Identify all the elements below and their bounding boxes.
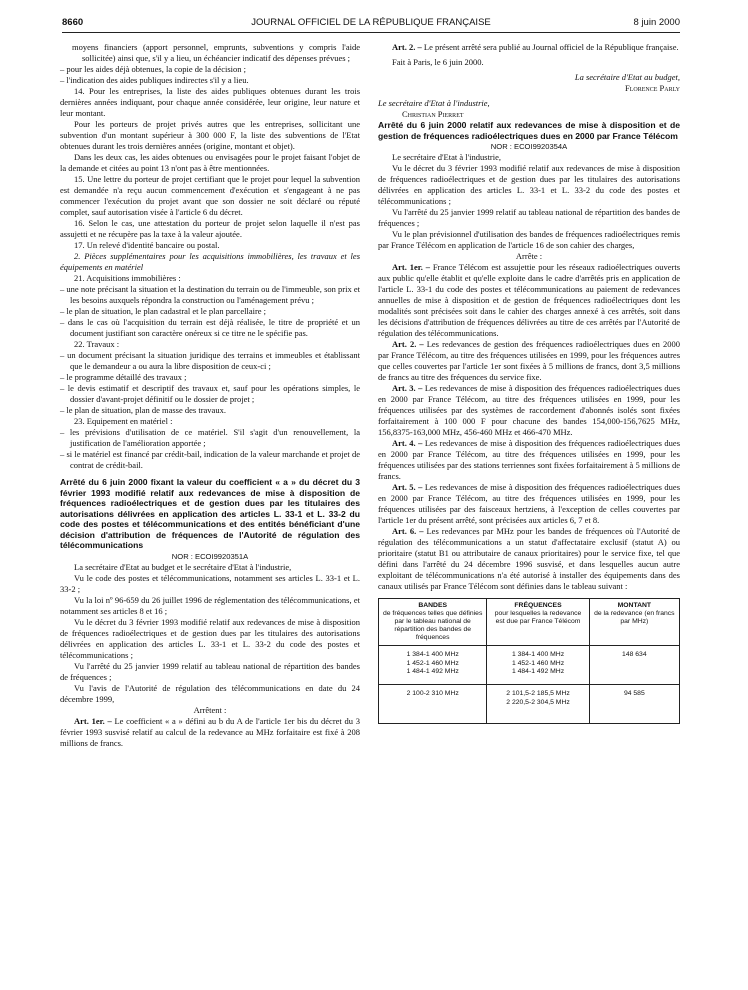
arrete-heading: Arrête : bbox=[515, 251, 543, 261]
list-item: – les prévisions d'utilisation de ce matériel. S'il s'agit d'un renouvellement, la justification de l'amélioration apportée ; bbox=[60, 427, 360, 448]
article-label: Art. 5. – bbox=[392, 482, 423, 492]
column-header: BANDES de fréquences telles que définies par le tableau national de répartition des bandes de fréquences bbox=[379, 599, 487, 646]
article bbox=[378, 339, 680, 383]
article bbox=[378, 438, 680, 482]
paragraph: 17. Un relevé d'identité bancaire ou postal. bbox=[74, 240, 220, 250]
article-text: France Télécom est assujettie pour les réseaux radioélectriques ouverts aux public qu'elle établit et qu'elle exploite dans le cadre d'arrêtés pris en application de l'article L. 33-1 du code des postes et télécommunications au paiement de redevances annuelles de mise à disposition et de gestion de fréquences radioélectriques dont les modalités sont précisées soit dans le cahier des charges annexé à ces arrêtés, soit dans les décisions d'attribution de fréquences délivrées au titre de ces arrêtés par l'Autorité de régulation des télécommunications. bbox=[378, 262, 680, 338]
paragraph: 22. Travaux : bbox=[74, 339, 120, 349]
arretent-heading: Arrêtent : bbox=[193, 704, 227, 715]
paragraph: Vu le décret du 3 février 1993 modifié relatif aux redevances de mise à disposition de fréquences radioélectriques et de gestion dues par les titulaires des autorisations délivrées en application des articles L. 33-1 et L. 33-2 du code des postes et télécommunications ; bbox=[378, 163, 680, 206]
table-cell-bands: 1 384-1 400 MHz 1 452-1 460 MHz 1 484-1 492 MHz bbox=[379, 646, 487, 685]
article-text: Les redevances de mise à disposition des fréquences radioélectriques dues en 2000 par France Télécom, au titre des fréquences utilisées en 1999, pour les fréquences utilisées par des stations terriennes sont fixées forfaitairement à 5 millions de francs. bbox=[378, 438, 681, 481]
paragraph: Vu l'arrêté du 25 janvier 1999 relatif au tableau national de répartition des bandes de fréquences ; bbox=[60, 660, 360, 682]
list-item: – le programme détaillé des travaux ; bbox=[60, 372, 187, 382]
left-column bbox=[60, 42, 360, 749]
article bbox=[378, 482, 680, 526]
fee-table bbox=[378, 598, 680, 724]
article-label: Art. 6. – bbox=[392, 526, 424, 536]
signatory-title: La secrétaire d'Etat au budget, bbox=[574, 72, 680, 82]
decree-title: Arrêté du 6 juin 2000 relatif aux redevances de mise à disposition et de gestion de fréquences radioélectriques dues en 2000 par France Télécom bbox=[378, 120, 680, 141]
issue-date: 8 juin 2000 bbox=[633, 17, 680, 28]
paragraph: 21. Acquisitions immobilières : bbox=[74, 273, 181, 283]
list-item: – le devis estimatif et descriptif des travaux et, sauf pour les opérations simples, le dossier d'avant-projet définitif ou le dossier de projet ; bbox=[60, 383, 360, 404]
table-cell-freqs: 1 384-1 400 MHz 1 452-1 460 MHz 1 484-1 492 MHz bbox=[487, 646, 589, 685]
article-text: Le coefficient « a » défini au b du A de l'article 1er bis du décret du 3 février 1993 susvisé relatif au calcul de la redevance au MHz forfaitaire est fixé à 208 millions de francs. bbox=[60, 715, 360, 748]
article bbox=[60, 716, 360, 749]
article-label: Art. 3. – bbox=[392, 383, 423, 393]
list-item: – le plan de situation, le plan cadastral et le plan parcellaire ; bbox=[60, 306, 267, 316]
list-item: – un document précisant la situation juridique des terrains et immeubles et établissant que le demandeur a ou aura la libre disposition de ceux-ci ; bbox=[60, 350, 360, 371]
article bbox=[378, 42, 680, 53]
nor-reference: NOR : ECOI9920354A bbox=[490, 142, 568, 151]
paragraph: Vu l'avis de l'Autorité de régulation des télécommunications en date du 24 décembre 1999, bbox=[60, 682, 360, 704]
paragraph: Pour les porteurs de projet privés autres que les entreprises, sollicitant une subvention d'un montant supérieur à 300 000 F, la liste des subventions de l'Etat obtenues durant les trois dernières années (origine, montant et objet). bbox=[60, 119, 360, 151]
list-item: – le plan de situation, plan de masse des travaux. bbox=[60, 405, 226, 415]
article-text: Les redevances de gestion des fréquences radioélectriques dues en 2000 par France Télécom, au titre des fréquences utilisées en 1999, pour les fréquences autres que celles couvertes par l'article 1er sont fixées à 5 millions de francs, dont 3,5 millions de francs au titre des fréquences du service fixe. bbox=[378, 339, 680, 382]
paragraph: Vu le code des postes et télécommunications, notamment ses articles L. 33-1 et L. 33-2 ; bbox=[60, 572, 360, 594]
paragraph: 15. Une lettre du porteur de projet certifiant que le projet pour lequel la subvention est demandée n'a reçu aucun commencement d'exécution et s'engageant à ne pas commencer l'exécution du projet avant que son dossier ne soit déclaré ou réputé complet, sauf autorisation visée à l'article 6 du décret. bbox=[60, 174, 360, 217]
list-item: – pour les aides déjà obtenues, la copie de la décision ; bbox=[60, 64, 246, 74]
table-cell-freqs: 2 101,5-2 185,5 MHz 2 220,5-2 304,5 MHz bbox=[487, 685, 589, 724]
paragraph: Vu l'arrêté du 25 janvier 1999 relatif au tableau national de répartition des bandes de fréquences ; bbox=[378, 207, 680, 228]
paragraph: 23. Equipement en matériel : bbox=[74, 416, 173, 426]
decree-title: Arrêté du 6 juin 2000 fixant la valeur du coefficient « a » du décret du 3 février 1993 modifié relatif aux redevances de mise à disposition de fréquences radioélectriques et de gestion dues par les titulaires des autorisations délivrées en application des articles L. 33-1 et L. 33-2 du code des postes et télécommunications et des entités bénéficiant d'une décision d'attribution de fréquences de l'Autorité de régulation des télécommunications bbox=[60, 477, 360, 550]
table-cell-bands: 2 100-2 310 MHz bbox=[379, 685, 487, 724]
right-column bbox=[378, 42, 680, 724]
paragraph: moyens financiers (apport personnel, emprunts, subventions y compris l'aide sollicitée) ainsi que, s'il y a lieu, un échéancier indicatif des dépenses prévues ; bbox=[72, 42, 360, 63]
paragraph: Vu la loi nº 96-659 du 26 juillet 1996 de réglementation des télécommunications, et notamment ses articles 8 et 16 ; bbox=[60, 594, 360, 616]
paragraph: La secrétaire d'Etat au budget et le secrétaire d'Etat à l'industrie, bbox=[74, 561, 292, 572]
column-header: MONTANT de la redevance (en francs par MHz) bbox=[589, 599, 679, 646]
page-number: 8660 bbox=[62, 17, 84, 28]
article-text: Les redevances par MHz pour les bandes de fréquences où l'Autorité de régulation des télécommunications a un statut d'affectataire exclusif (statut A) ou prioritaire (statut B1 ou attributaire de canaux prioritaires) pour le service fixe, tel que défini dans l'arrêté du 24 décembre 1996 susvisé, et dans lesquelles aucun autre exploitant de télécommunications n'a été autorisé à installer des équipements dans des canaux utilisés par France Télécom sont définies dans le tableau suivant : bbox=[378, 526, 680, 591]
section-heading: 2. Pièces supplémentaires pour les acquisitions immobilières, les travaux et les équipements en matériel bbox=[60, 251, 360, 272]
paragraph: Dans les deux cas, les aides obtenues ou envisagées pour le projet faisant l'objet de la demande et citées au point 13 n'ont pas à être mentionnées. bbox=[60, 152, 360, 173]
table-cell-amount: 148 634 bbox=[589, 646, 679, 685]
table-row bbox=[379, 646, 680, 685]
table-row bbox=[379, 685, 680, 724]
article-label: Art. 1er. – bbox=[392, 262, 431, 272]
article bbox=[378, 262, 680, 339]
paragraph: Le secrétaire d'Etat à l'industrie, bbox=[392, 152, 502, 162]
table-cell-amount: 94 585 bbox=[589, 685, 679, 724]
page-header bbox=[62, 16, 680, 33]
paragraph: Vu le plan prévisionnel d'utilisation des bandes de fréquences radioélectriques remis par France Télécom en application de l'article 16 de son cahier des charges, bbox=[378, 229, 680, 250]
paragraph: 16. Selon le cas, une attestation du porteur de projet selon laquelle il n'est pas assujetti et ne récupère pas la taxe à la valeur ajoutée. bbox=[60, 218, 360, 239]
paragraph: Vu le décret du 3 février 1993 modifié relatif aux redevances de mise à disposition de fréquences radioélectriques et de gestion dues par les titulaires des autorisations délivrées en application des articles L. 33-1 et L. 33-2 du code des postes et télécommunications ; bbox=[60, 616, 360, 660]
paragraph: 14. Pour les entreprises, la liste des aides publiques obtenues durant les trois dernières années indiquant, pour chaque année considérée, leur origine, leur nature et leur montant. bbox=[60, 86, 360, 118]
list-item: – si le matériel est financé par crédit-bail, indication de la valeur marchande et projet de contrat de crédit-bail. bbox=[60, 449, 360, 470]
article bbox=[378, 383, 680, 438]
article bbox=[378, 526, 680, 592]
article-text: Les redevances de mise à disposition des fréquences radioélectriques dues en 2000 par France Télécom, au titre des fréquences utilisées en 1999, pour les fréquences utilisées par des systèmes de raccordement d'abonnés isolés sont fixées forfaitairement à 100 000 F pour chacune des bandes 154,000-156,7625 MHz, 156,8375-163,000 MHz, 456-460 MHz et 466-470 MHz. bbox=[378, 383, 681, 437]
article-text: Le présent arrêté sera publié au Journal officiel de la République française. bbox=[423, 42, 679, 52]
list-item: – l'indication des aides publiques indirectes s'il y a lieu. bbox=[60, 75, 249, 85]
article-label: Art. 2. – bbox=[392, 42, 422, 52]
signatory-name: Christian Pierret bbox=[402, 109, 464, 119]
signatory-title: Le secrétaire d'Etat à l'industrie, bbox=[378, 98, 490, 108]
journal-title: JOURNAL OFFICIEL DE LA RÉPUBLIQUE FRANÇAISE bbox=[251, 17, 491, 28]
column-header: FRÉQUENCES pour lesquelles la redevance est due par France Télécom bbox=[487, 599, 589, 646]
list-item: – dans le cas où l'acquisition du terrain est déjà réalisée, le titre de propriété et un document justifiant son caractère onéreux si ce titre ne le spécifie pas. bbox=[60, 317, 360, 338]
article-label: Art. 1er. – bbox=[74, 715, 112, 726]
signature-date: Fait à Paris, le 6 juin 2000. bbox=[392, 57, 484, 67]
article-label: Art. 2. – bbox=[392, 339, 424, 349]
signatory-name: Florence Parly bbox=[625, 83, 680, 93]
list-item: – une note précisant la situation et la destination du terrain ou de l'immeuble, son prix et les besoins auxquels répondra la construction ou l'aménagement prévu ; bbox=[60, 284, 360, 305]
article-label: Art. 4. – bbox=[392, 438, 423, 448]
nor-reference: NOR : ECOI9920351A bbox=[171, 551, 249, 561]
article-text: Les redevances de mise à disposition des fréquences radioélectriques dues en 2000 par France Télécom, au titre des fréquences utilisées en 1999, pour les fréquences utilisées par des faisceaux hertziens, à l'exception de celles couvertes par l'article 1er du présent arrêté, sont précisées aux articles 6, 7 et 8. bbox=[378, 482, 681, 525]
